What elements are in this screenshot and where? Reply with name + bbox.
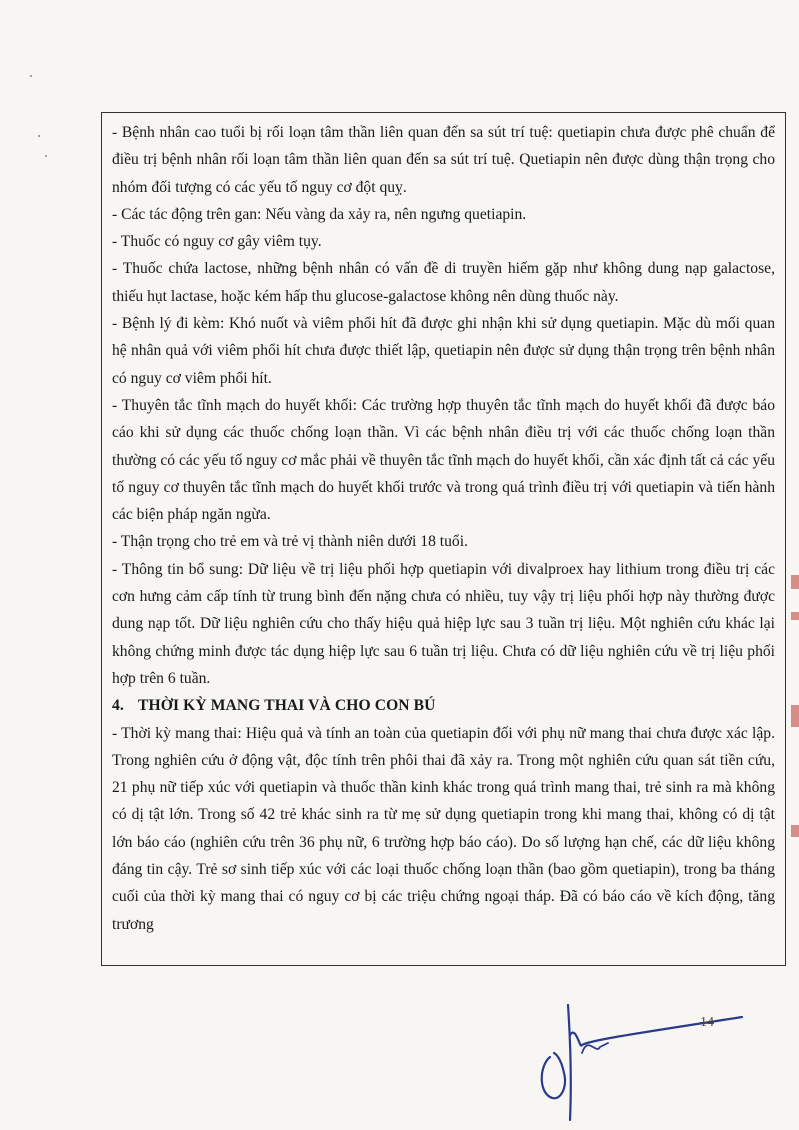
scan-speck <box>45 155 47 157</box>
stamp-trace <box>791 612 799 620</box>
paragraph: - Thuốc có nguy cơ gây viêm tụy. <box>112 233 322 251</box>
paragraph: - Các tác động trên gan: Nếu vàng da xảy ra, nên ngưng quetiapin. <box>112 205 527 223</box>
section-heading <box>112 692 775 719</box>
content-frame <box>101 112 786 966</box>
stamp-trace <box>791 705 799 727</box>
paragraph: - Thông tin bổ sung: Dữ liệu về trị liệu phối hợp quetiapin với divalproex hay lithium trong điều trị các cơn hưng cảm cấp tính từ trung bình đến nặng chưa có nhiều, tuy vậy trị liệu phối hợp này thường được dung nạp tốt. Dữ liệu nghiên cứu cho thấy hiệu quả hiệp lực sau 3 tuần trị liệu. Một nghiên cứu khác lại không chứng minh được tác dụng hiệp lực sau 6 tuần trị liệu. Chưa có dữ liệu nghiên cứu về trị liệu phối hợp trên 6 tuần. <box>112 560 775 687</box>
stamp-trace <box>791 825 799 837</box>
page-number: 14 <box>700 1015 714 1030</box>
section-number: 4. <box>112 697 124 715</box>
scan-speck <box>30 75 32 77</box>
paragraph: - Thuốc chứa lactose, những bệnh nhân có vấn đề di truyền hiếm gặp như không dung nạp galactose, thiếu hụt lactase, hoặc kém hấp thu glucose-galactose không nên dùng thuốc này. <box>112 260 775 305</box>
paragraph: - Thời kỳ mang thai: Hiệu quả và tính an toàn của quetiapin đối với phụ nữ mang thai chưa được xác lập. Trong nghiên cứu ở động vật, độc tính trên phôi thai đã xảy ra. Trong một nghiên cứu quan sát tiền cứu, 21 phụ nữ tiếp xúc với quetiapin và thuốc thần kinh khác trong quá trình mang thai, trẻ sinh ra mà không có dị tật lớn. Trong số 42 trẻ khác sinh ra từ mẹ sử dụng quetiapin trong khi mang thai, không có dị tật lớn báo cáo (nghiên cứu trên 36 phụ nữ, 6 trường hợp báo cáo). Do số lượng hạn chế, các dữ liệu không đáng tin cậy. Trẻ sơ sinh tiếp xúc với các loại thuốc chống loạn thần (bao gồm quetiapin), trong ba tháng cuối của thời kỳ mang thai có nguy cơ bị các triệu chứng ngoại tháp. Đã có báo cáo về kích động, tăng trương <box>112 724 775 933</box>
section-title: THỜI KỲ MANG THAI VÀ CHO CON BÚ <box>138 697 436 715</box>
paragraph: - Thận trọng cho trẻ em và trẻ vị thành niên dưới 18 tuổi. <box>112 533 468 551</box>
paragraphs-top <box>112 119 775 692</box>
paragraph: - Bệnh nhân cao tuổi bị rối loạn tâm thần liên quan đến sa sút trí tuệ: quetiapin chưa được phê chuẩn để điều trị bệnh nhân rối loạn tâm thần liên quan đến sa sút trí tuệ. Quetiapin nên được dùng thận trọng cho nhóm đối tượng có các yếu tố nguy cơ đột quỵ. <box>112 124 775 196</box>
paragraph: - Bệnh lý đi kèm: Khó nuốt và viêm phổi hít đã được ghi nhận khi sử dụng quetiapin. Mặc dù mối quan hệ nhân quả với viêm phổi hít chưa được thiết lập, quetiapin nên được sử dụng thận trọng trên bệnh nhân có nguy cơ viêm phổi hít. <box>112 315 775 387</box>
paragraphs-bottom <box>112 720 775 938</box>
scan-speck <box>38 135 40 137</box>
signature <box>520 995 750 1125</box>
paragraph: - Thuyên tắc tĩnh mạch do huyết khối: Các trường hợp thuyên tắc tĩnh mạch do huyết khối đã được báo cáo khi sử dụng các thuốc chống loạn thần. Vì các bệnh nhân điều trị với các thuốc chống loạn thần thường có các yếu tố nguy cơ mắc phải về thuyên tắc tĩnh mạch do huyết khối, cần xác định tất cả các yếu tố nguy cơ thuyên tắc tĩnh mạch do huyết khối trước và trong quá trình điều trị với quetiapin và tiến hành các biện pháp ngăn ngừa. <box>112 396 775 524</box>
stamp-trace <box>791 575 799 589</box>
